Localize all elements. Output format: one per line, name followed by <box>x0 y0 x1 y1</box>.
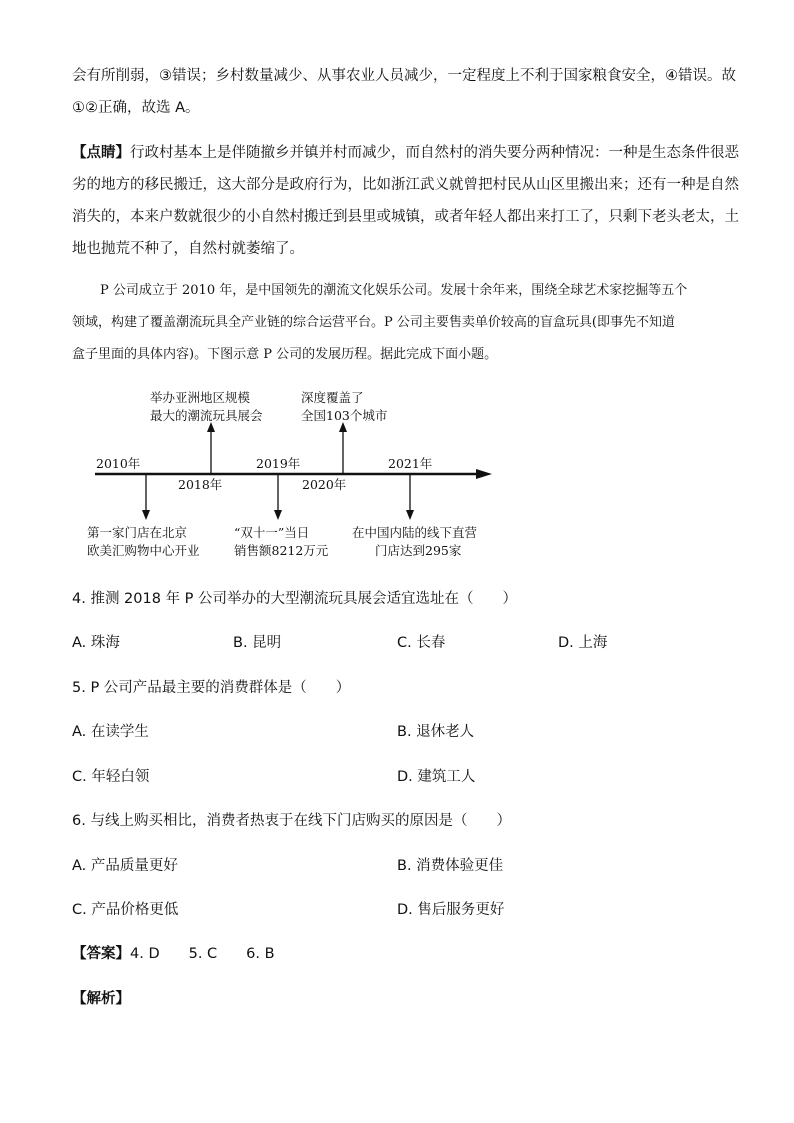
analysis-line-2: ①②正确，故选 A。 <box>72 100 200 116</box>
q6-option-b[interactable]: B. 消费体验更佳 <box>397 858 504 874</box>
passage-line-2: 领域，构建了覆盖潮流玩具全产业链的综合运营平台。P 公司主要售卖单价较高的盲盒玩具(即事先不知道 <box>72 315 675 330</box>
explain-tag: 【解析】 <box>72 991 130 1007</box>
comment-line-4: 地也抛荒不种了，自然村就萎缩了。 <box>72 241 304 257</box>
q6-option-d[interactable]: D. 售后服务更好 <box>397 902 505 918</box>
q4-option-b[interactable]: B. 昆明 <box>233 635 282 651</box>
event-2019-line-2: 销售额8212万元 <box>234 543 329 558</box>
analysis-line-1: 会有所削弱，③错误；乡村数量减少、从事农业人员减少，一定程度上不利于国家粮食安全，④错误。故 <box>72 68 736 84</box>
event-2020-line-1: 深度覆盖了 <box>301 390 364 405</box>
passage-line-1: P 公司成立于 2010 年，是中国领先的潮流文化娱乐公司。发展十余年来，围绕全球艺术家挖掘等五个 <box>100 283 688 298</box>
q6-option-a[interactable]: A. 产品质量更好 <box>72 858 178 874</box>
event-2018-line-2: 最大的潮流玩具展会 <box>150 408 263 423</box>
arrowhead-2021 <box>406 510 414 520</box>
event-2021-line-2: 门店达到295家 <box>375 543 462 558</box>
event-2020-line-2: 全国103个城市 <box>301 408 388 423</box>
question-6-stem: 6. 与线上购买相比，消费者热衷于在线下门店购买的原因是（ ） <box>72 813 511 829</box>
year-2020: 2020年 <box>302 477 347 492</box>
arrowhead-2010 <box>142 510 150 520</box>
year-2021: 2021年 <box>388 456 433 471</box>
q5-option-a[interactable]: A. 在读学生 <box>72 724 149 740</box>
q5-option-b[interactable]: B. 退休老人 <box>397 724 475 740</box>
comment-line-3: 消失的，本来户数就很少的小自然村搬迁到县里或城镇，或者年轻人都出来打工了，只剩下老头老太，土 <box>72 209 739 225</box>
arrowhead-2019 <box>274 510 282 520</box>
answer-text: 4. D 5. C 6. B <box>130 946 275 962</box>
event-2010-line-2: 欧美汇购物中心开业 <box>87 543 200 558</box>
comment-text-1: 行政村基本上是伴随撤乡并镇并村而减少，而自然村的消失要分两种情况：一种是生态条件很恶 <box>130 145 739 161</box>
event-2018-line-1: 举办亚洲地区规模 <box>150 390 251 405</box>
event-2010-line-1: 第一家门店在北京 <box>87 525 188 540</box>
timeline-arrowhead <box>476 469 492 479</box>
event-2021-line-1: 在中国内陆的线下直营 <box>352 525 478 540</box>
q5-option-d[interactable]: D. 建筑工人 <box>397 769 476 785</box>
answer-line <box>72 944 275 964</box>
passage-line-3: 盒子里面的具体内容)。下图示意 P 公司的发展历程。据此完成下面小题。 <box>72 347 498 362</box>
comment-line-2: 劣的地方的移民搬迁，这大部分是政府行为，比如浙江武义就曾把村民从山区里搬出来；还有一种是自然 <box>72 177 739 193</box>
q6-option-c[interactable]: C. 产品价格更低 <box>72 902 179 918</box>
answer-tag: 【答案】 <box>72 946 130 962</box>
q4-option-d[interactable]: D. 上海 <box>558 635 608 651</box>
comment-tag: 【点睛】 <box>72 145 130 161</box>
q4-option-a[interactable]: A. 珠海 <box>72 635 120 651</box>
arrowhead-2020 <box>339 422 347 432</box>
year-2018: 2018年 <box>178 477 223 492</box>
year-2010: 2010年 <box>96 456 141 471</box>
q5-option-c[interactable]: C. 年轻白领 <box>72 769 150 785</box>
question-5-stem: 5. P 公司产品最主要的消费群体是（ ） <box>72 680 351 696</box>
q4-option-c[interactable]: C. 长春 <box>397 635 446 651</box>
question-4-stem: 4. 推测 2018 年 P 公司举办的大型潮流玩具展会适宜选址在（ ） <box>72 591 518 607</box>
event-2019-line-1: “双十一”当日 <box>234 525 310 540</box>
year-2019: 2019年 <box>256 456 301 471</box>
arrowhead-2018 <box>207 422 215 432</box>
